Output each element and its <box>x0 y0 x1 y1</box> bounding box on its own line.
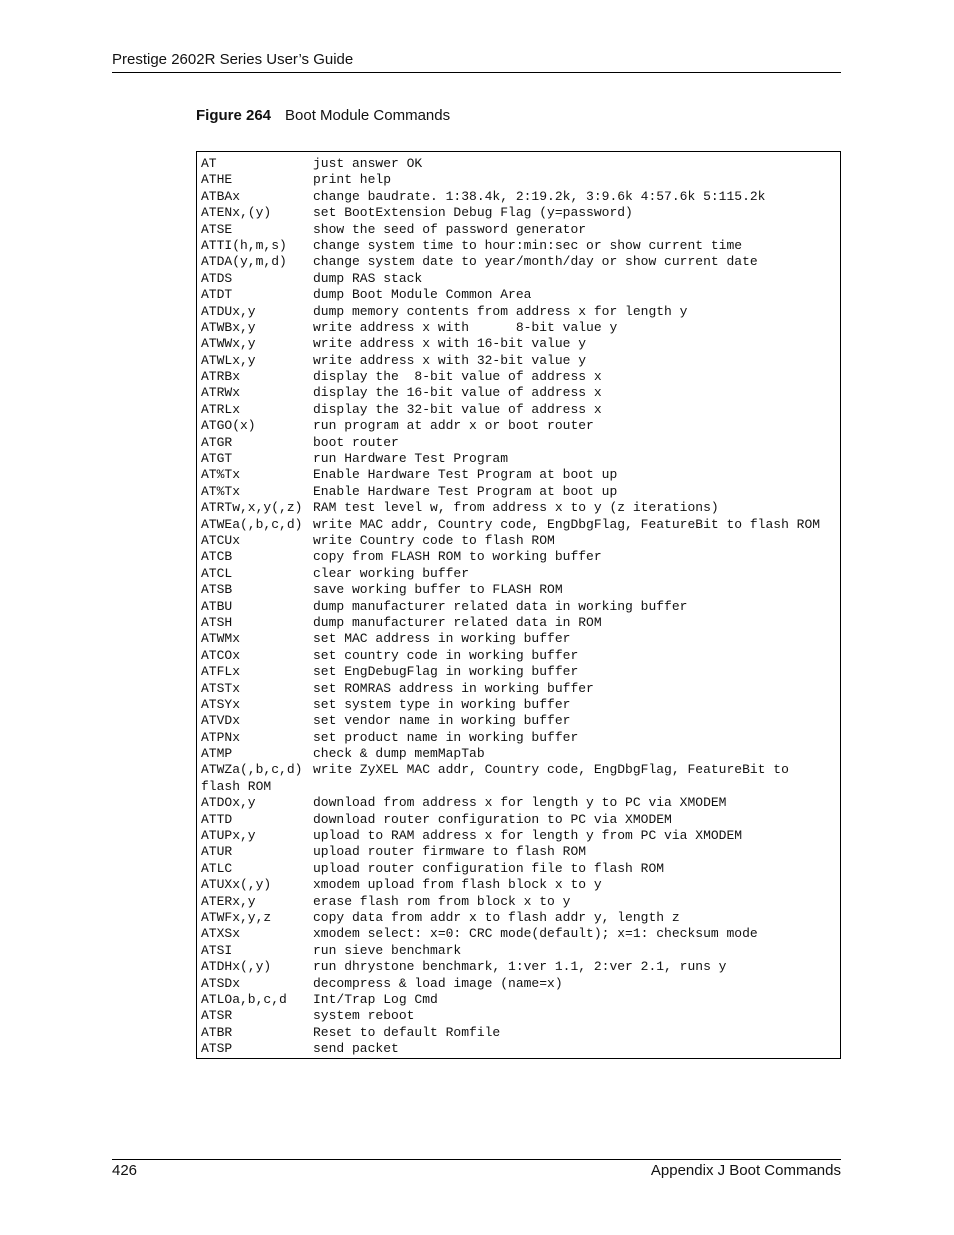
command-row <box>201 681 840 697</box>
command-row <box>201 648 840 664</box>
header-divider <box>112 72 841 73</box>
command-row <box>201 156 840 172</box>
command-description: check & dump memMapTab <box>313 746 485 762</box>
command-description: set country code in working buffer <box>313 647 579 663</box>
command-name: ATTD <box>201 811 233 827</box>
command-row <box>201 205 840 221</box>
command-name: ATRTw,x,y(,z) <box>201 500 303 516</box>
command-row <box>201 402 840 418</box>
command-description: write address x with 32-bit value y <box>313 352 587 368</box>
command-row <box>201 369 840 385</box>
command-row: flash ROM <box>201 778 272 794</box>
command-row <box>201 959 840 975</box>
command-row <box>201 172 840 188</box>
command-row <box>201 976 840 992</box>
command-description: write ZyXEL MAC addr, Country code, EngDbgFlag, FeatureBit to <box>313 762 789 778</box>
command-row <box>201 1025 840 1041</box>
command-description: change baudrate. 1:38.4k, 2:19.2k, 3:9.6k 4:57.6k 5:115.2k <box>313 188 766 204</box>
command-name: ATSTx <box>201 680 241 696</box>
command-row <box>201 582 840 598</box>
command-description: display the 32-bit value of address x <box>313 401 602 417</box>
command-name: ATSP <box>201 1041 233 1057</box>
command-name: ATTI(h,m,s) <box>201 237 287 253</box>
command-description: dump Boot Module Common Area <box>313 287 532 303</box>
command-description: write MAC addr, Country code, EngDbgFlag, FeatureBit to flash ROM <box>313 516 821 532</box>
command-description: set vendor name in working buffer <box>313 713 571 729</box>
command-description: run program at addr x or boot router <box>313 418 594 434</box>
command-name: ATWWx,y <box>201 336 256 352</box>
command-description: RAM test level w, from address x to y (z iterations) <box>313 500 719 516</box>
command-name: ATSDx <box>201 975 241 991</box>
command-description: decompress & load image (name=x) <box>313 975 563 991</box>
command-description: Enable Hardware Test Program at boot up <box>313 483 618 499</box>
command-description: write address x with 16-bit value y <box>313 336 587 352</box>
command-description: clear working buffer <box>313 565 470 581</box>
command-name: ATSH <box>201 614 233 630</box>
command-name: ATMP <box>201 746 233 762</box>
command-row <box>201 549 840 565</box>
command-description: just answer OK <box>313 156 423 171</box>
command-row <box>201 320 840 336</box>
figure-title: Boot Module Commands <box>285 107 451 124</box>
command-description: change system date to year/month/day or show current date <box>313 254 758 270</box>
command-name: ATWEa(,b,c,d) <box>201 516 303 532</box>
command-row <box>201 762 840 778</box>
command-description: download router configuration to PC via XMODEM <box>313 811 672 827</box>
command-name: AT%Tx <box>201 467 241 483</box>
command-row <box>201 877 840 893</box>
command-name: ATSE <box>201 221 233 237</box>
command-row <box>201 336 840 352</box>
command-name: ATCB <box>201 549 233 565</box>
command-row <box>201 746 840 762</box>
command-description: upload to RAM address x for length y from PC via XMODEM <box>313 828 743 844</box>
command-name: ATBU <box>201 598 233 614</box>
command-row <box>201 287 840 303</box>
command-row <box>201 828 840 844</box>
command-name: ATSYx <box>201 696 241 712</box>
command-description: erase flash rom from block x to y <box>313 893 571 909</box>
command-name: ATDA(y,m,d) <box>201 254 287 270</box>
command-description: boot router <box>313 434 399 450</box>
command-name: ATWFx,y,z <box>201 909 272 925</box>
command-description: print help <box>313 172 392 188</box>
command-description: dump memory contents from address x for length y <box>313 303 688 319</box>
command-description: dump RAS stack <box>313 270 423 286</box>
command-row <box>201 992 840 1008</box>
command-row <box>201 189 840 205</box>
command-name: ATWMx <box>201 631 241 647</box>
command-name: ATCL <box>201 565 233 581</box>
command-description: set BootExtension Debug Flag (y=password) <box>313 205 633 221</box>
command-name: ATWBx,y <box>201 319 256 335</box>
command-name: ATVDx <box>201 713 241 729</box>
command-name: ATDOx,y <box>201 795 256 811</box>
command-name: ATWZa(,b,c,d) <box>201 762 303 778</box>
command-row <box>201 631 840 647</box>
command-description: set product name in working buffer <box>313 729 579 745</box>
command-name: ATUPx,y <box>201 828 256 844</box>
command-name: ATSR <box>201 1008 233 1024</box>
command-row <box>201 385 840 401</box>
command-name: ATCOx <box>201 647 241 663</box>
command-description: dump manufacturer related data in ROM <box>313 614 602 630</box>
command-row <box>201 517 840 533</box>
command-name: ATBR <box>201 1024 233 1040</box>
command-name: ATGR <box>201 434 233 450</box>
command-row <box>201 844 840 860</box>
command-name: ATBAx <box>201 188 241 204</box>
command-row <box>201 566 840 582</box>
command-row <box>201 238 840 254</box>
command-description: set MAC address in working buffer <box>313 631 571 647</box>
command-description: dump manufacturer related data in working buffer <box>313 598 688 614</box>
command-name: ATUR <box>201 844 233 860</box>
command-description: Int/Trap Log Cmd <box>313 991 438 1007</box>
command-row <box>201 222 840 238</box>
command-description: write Country code to flash ROM <box>313 532 555 548</box>
command-row <box>201 418 840 434</box>
command-name: ATRBx <box>201 369 241 385</box>
command-name: ATDUx,y <box>201 303 256 319</box>
figure-caption <box>196 107 450 124</box>
command-row <box>201 615 840 631</box>
command-row <box>201 435 840 451</box>
command-row <box>201 451 840 467</box>
command-description: change system time to hour:min:sec or show current time <box>313 237 743 253</box>
command-description: upload router firmware to flash ROM <box>313 844 587 860</box>
running-header: Prestige 2602R Series User’s Guide <box>112 51 354 68</box>
command-row <box>201 533 840 549</box>
command-description: copy from FLASH ROM to working buffer <box>313 549 602 565</box>
command-row <box>201 894 840 910</box>
command-description: download from address x for length y to PC via XMODEM <box>313 795 727 811</box>
command-name: ATFLx <box>201 664 241 680</box>
command-name: ATGO(x) <box>201 418 256 434</box>
command-name: ATGT <box>201 451 233 467</box>
command-name: ATCUx <box>201 532 241 548</box>
command-description: run sieve benchmark <box>313 942 462 958</box>
command-row <box>201 795 840 811</box>
command-row <box>201 599 840 615</box>
command-name: AT <box>201 156 217 171</box>
command-row <box>201 304 840 320</box>
command-row <box>201 1041 840 1057</box>
command-row <box>201 500 840 516</box>
command-row <box>201 484 840 500</box>
command-description: write address x with 8-bit value y <box>313 319 618 335</box>
command-row <box>201 910 840 926</box>
command-description: display the 8-bit value of address x <box>313 369 602 385</box>
command-row <box>201 730 840 746</box>
command-row <box>201 353 840 369</box>
footer-divider <box>112 1159 841 1160</box>
command-description: Reset to default Romfile <box>313 1024 501 1040</box>
command-row <box>201 861 840 877</box>
command-row <box>201 713 840 729</box>
command-name: ATDS <box>201 270 233 286</box>
command-row <box>201 812 840 828</box>
page-number: 426 <box>112 1162 138 1179</box>
command-name: ATSB <box>201 582 233 598</box>
command-name: ATLC <box>201 860 233 876</box>
command-name: ATERx,y <box>201 893 256 909</box>
command-row <box>201 926 840 942</box>
command-description: run Hardware Test Program <box>313 451 509 467</box>
footer-section-title: Appendix J Boot Commands <box>650 1162 841 1179</box>
command-row <box>201 254 840 270</box>
command-description: set EngDebugFlag in working buffer <box>313 664 579 680</box>
command-description: Enable Hardware Test Program at boot up <box>313 467 618 483</box>
command-description: display the 16-bit value of address x <box>313 385 602 401</box>
command-name: ATENx,(y) <box>201 205 272 221</box>
command-name: ATUXx(,y) <box>201 877 272 893</box>
command-description: save working buffer to FLASH ROM <box>313 582 563 598</box>
command-description: show the seed of password generator <box>313 221 587 237</box>
boot-commands-listing <box>196 151 841 1059</box>
command-description: set ROMRAS address in working buffer <box>313 680 594 696</box>
command-row <box>201 697 840 713</box>
command-name: ATDT <box>201 287 233 303</box>
command-row <box>201 467 840 483</box>
command-name: ATSI <box>201 942 233 958</box>
command-row <box>201 664 840 680</box>
command-name: ATPNx <box>201 729 241 745</box>
command-name: ATXSx <box>201 926 241 942</box>
command-description: xmodem select: x=0: CRC mode(default); x=1: checksum mode <box>313 926 758 942</box>
command-row <box>201 1008 840 1024</box>
figure-label: Figure 264 <box>196 107 272 124</box>
command-description: system reboot <box>313 1008 415 1024</box>
command-name: AT%Tx <box>201 483 241 499</box>
command-name: ATLOa,b,c,d <box>201 991 287 1007</box>
command-description: upload router configuration file to flash ROM <box>313 860 665 876</box>
command-name: ATRWx <box>201 385 241 401</box>
command-name: ATRLx <box>201 401 241 417</box>
command-row <box>201 943 840 959</box>
command-description: xmodem upload from flash block x to y <box>313 877 602 893</box>
command-name: ATDHx(,y) <box>201 959 272 975</box>
command-description: send packet <box>313 1041 399 1057</box>
command-row <box>201 271 840 287</box>
command-description: run dhrystone benchmark, 1:ver 1.1, 2:ver 2.1, runs y <box>313 959 727 975</box>
command-description: copy data from addr x to flash addr y, length z <box>313 909 680 925</box>
command-description: set system type in working buffer <box>313 696 571 712</box>
command-name: ATWLx,y <box>201 352 256 368</box>
command-name: ATHE <box>201 172 233 188</box>
